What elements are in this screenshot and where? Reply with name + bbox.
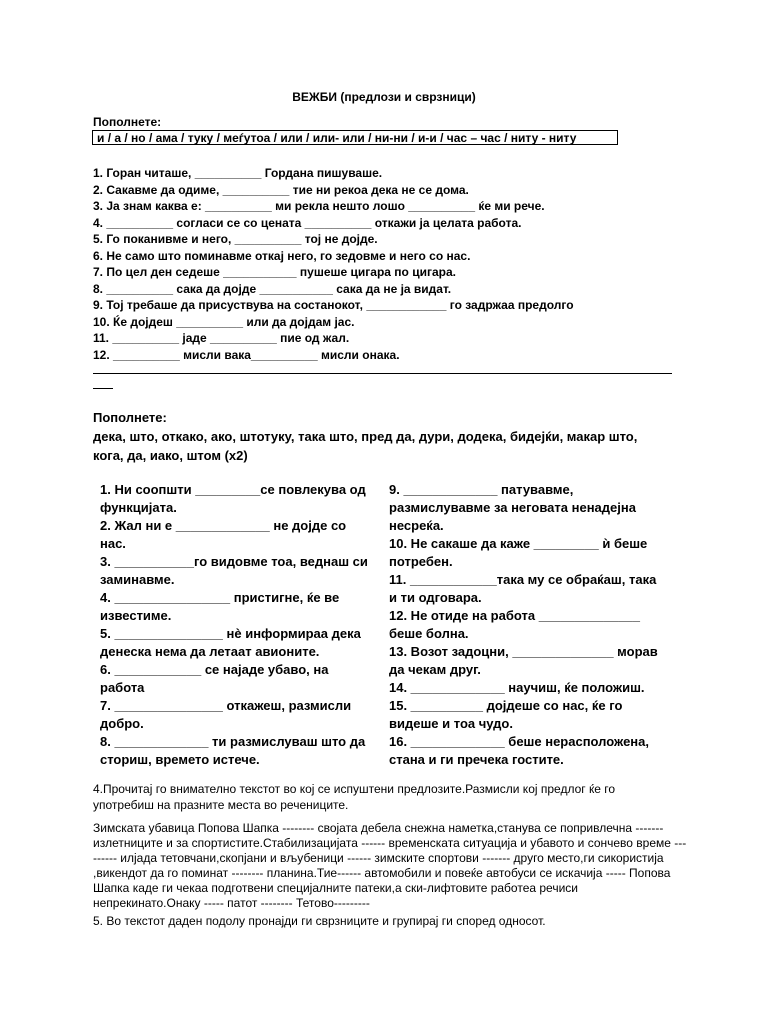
section2-word-bank: дека, што, откако, ако, штотуку, така што, пред да, дури, додека, бидејќи, макар што, кога, да, иако, штом (x2) [93,429,638,463]
list-item: 13. Возот задоцни, ______________ морав да чекам друг. [389,644,658,677]
exercise1-list [93,165,673,363]
section5-instruction: 5. Во текстот даден подолу пронајди ги сврзниците и групирај ги според односот. [93,914,546,928]
section1-label: Пополнете: [93,115,162,129]
list-item: 16. _____________ беше нерасположена, стана и ги пречека гостите. [389,734,649,767]
list-item: 5. _______________ нè информираа дека денеска нема да летаат авионите. [100,626,361,659]
list-item: 11. __________ јаде __________ пие од жал. [93,331,350,345]
list-item: 8. _____________ ти размислуваш што да сториш, времето истече. [100,734,366,767]
list-item: 3. Ја знам каква е: __________ ми рекла нешто лошо __________ ќе ми рече. [93,199,545,213]
exercise2-right-column [389,481,664,769]
list-item: 12. __________ мисли вака__________ мисли онака. [93,347,400,362]
list-item: 1. Ни соопшти _________се повлекува од функцијата. [100,482,366,515]
list-item: 14. _____________ научиш, ќе положиш. [389,680,645,695]
list-item: 4. __________ согласи се со цената __________ откажи ја целата работа. [93,215,522,230]
section2-label: Пополнете: [93,410,167,425]
list-item: 9. _____________ патувавме, размислувавме за неговата ненадејна несреќа. [389,482,636,533]
exercise2-left-column [100,481,375,769]
list-item: 2. Сакавме да одиме, __________ тие ни рекоа дека не се дома. [93,182,469,197]
list-item: 6. Не само што поминавме откај него, го зедовме и него со нас. [93,248,471,263]
separator-line-short [93,388,113,389]
list-item: 9. Тој требаше да присуствува на состанокот, ____________ го задржаа предолго [93,298,574,312]
list-item: 4. ________________ пристигне, ќе ве известиме. [100,590,340,623]
list-item: 1. Горан читаше, __________ Гордана пишуваше. [93,166,383,180]
section4-instruction: 4.Прочитај го внимателно текстот во кој се испуштени предлозите.Размисли кој предлог ќе го употребиш на празните места во речениците. [93,782,616,812]
list-item: 3. ___________го видовме тоа, веднаш си заминавме. [100,554,368,587]
page-title: ВЕЖБИ (предлози и сврзници) [292,90,476,104]
list-item: 10. Не сакаше да каже _________ ѝ беше потребен. [389,536,648,569]
list-item: 2. Жал ни е _____________ не дојде со нас. [100,518,347,551]
list-item: 12. Не отиде на работа ______________ беше болна. [389,608,640,641]
list-item: 7. _______________ откажеш, размисли добро. [100,698,352,731]
list-item: 5. Го поканивме и него, __________ тој не дојде. [93,232,378,246]
list-item: 15. __________ дојдеше со нас, ќе го видеше и тоа чудо. [389,698,623,731]
conjunction-word-box: и / а / но / ама / туку / меѓутоа / или / или- или / ни-ни / и-и / час – час / ниту - ниту [92,130,618,145]
list-item: 7. По цел ден седеше ___________ пушеше цигара по цигара. [93,265,456,279]
list-item: 8. __________ сака да дојде ___________ сака да не ја видат. [93,281,452,296]
section4-paragraph: Зимската убавица Попова Шапка -------- својата дебела снежна наметка,станува се попривлечна ------- излетниците и за спортистите.Стабилизацијата ------ временската ситуација и убавото и сончево време --------- илјада тетовчани,скопјани и вљубеници ------ зимските спортови ------- друго место,ги сикористија ,викендот да го поминат -------- планина.Тие------ автомобили и повеќе автобуси се искачија ----- Попова Шапка каде ги чекаа подготвени специјалните патеки,а ски-лифтовите работеа речиси непрекинато.Онаку ----- патот -------- Тетово--------- [93,821,687,910]
list-item: 10. Ќе дојдеш __________ или да дојдам јас. [93,314,355,329]
separator-line [93,373,672,374]
list-item: 6. ____________ се најаде убаво, на работа [100,662,329,695]
list-item: 11. ____________така му се обраќаш, така и ти одговара. [389,572,657,605]
